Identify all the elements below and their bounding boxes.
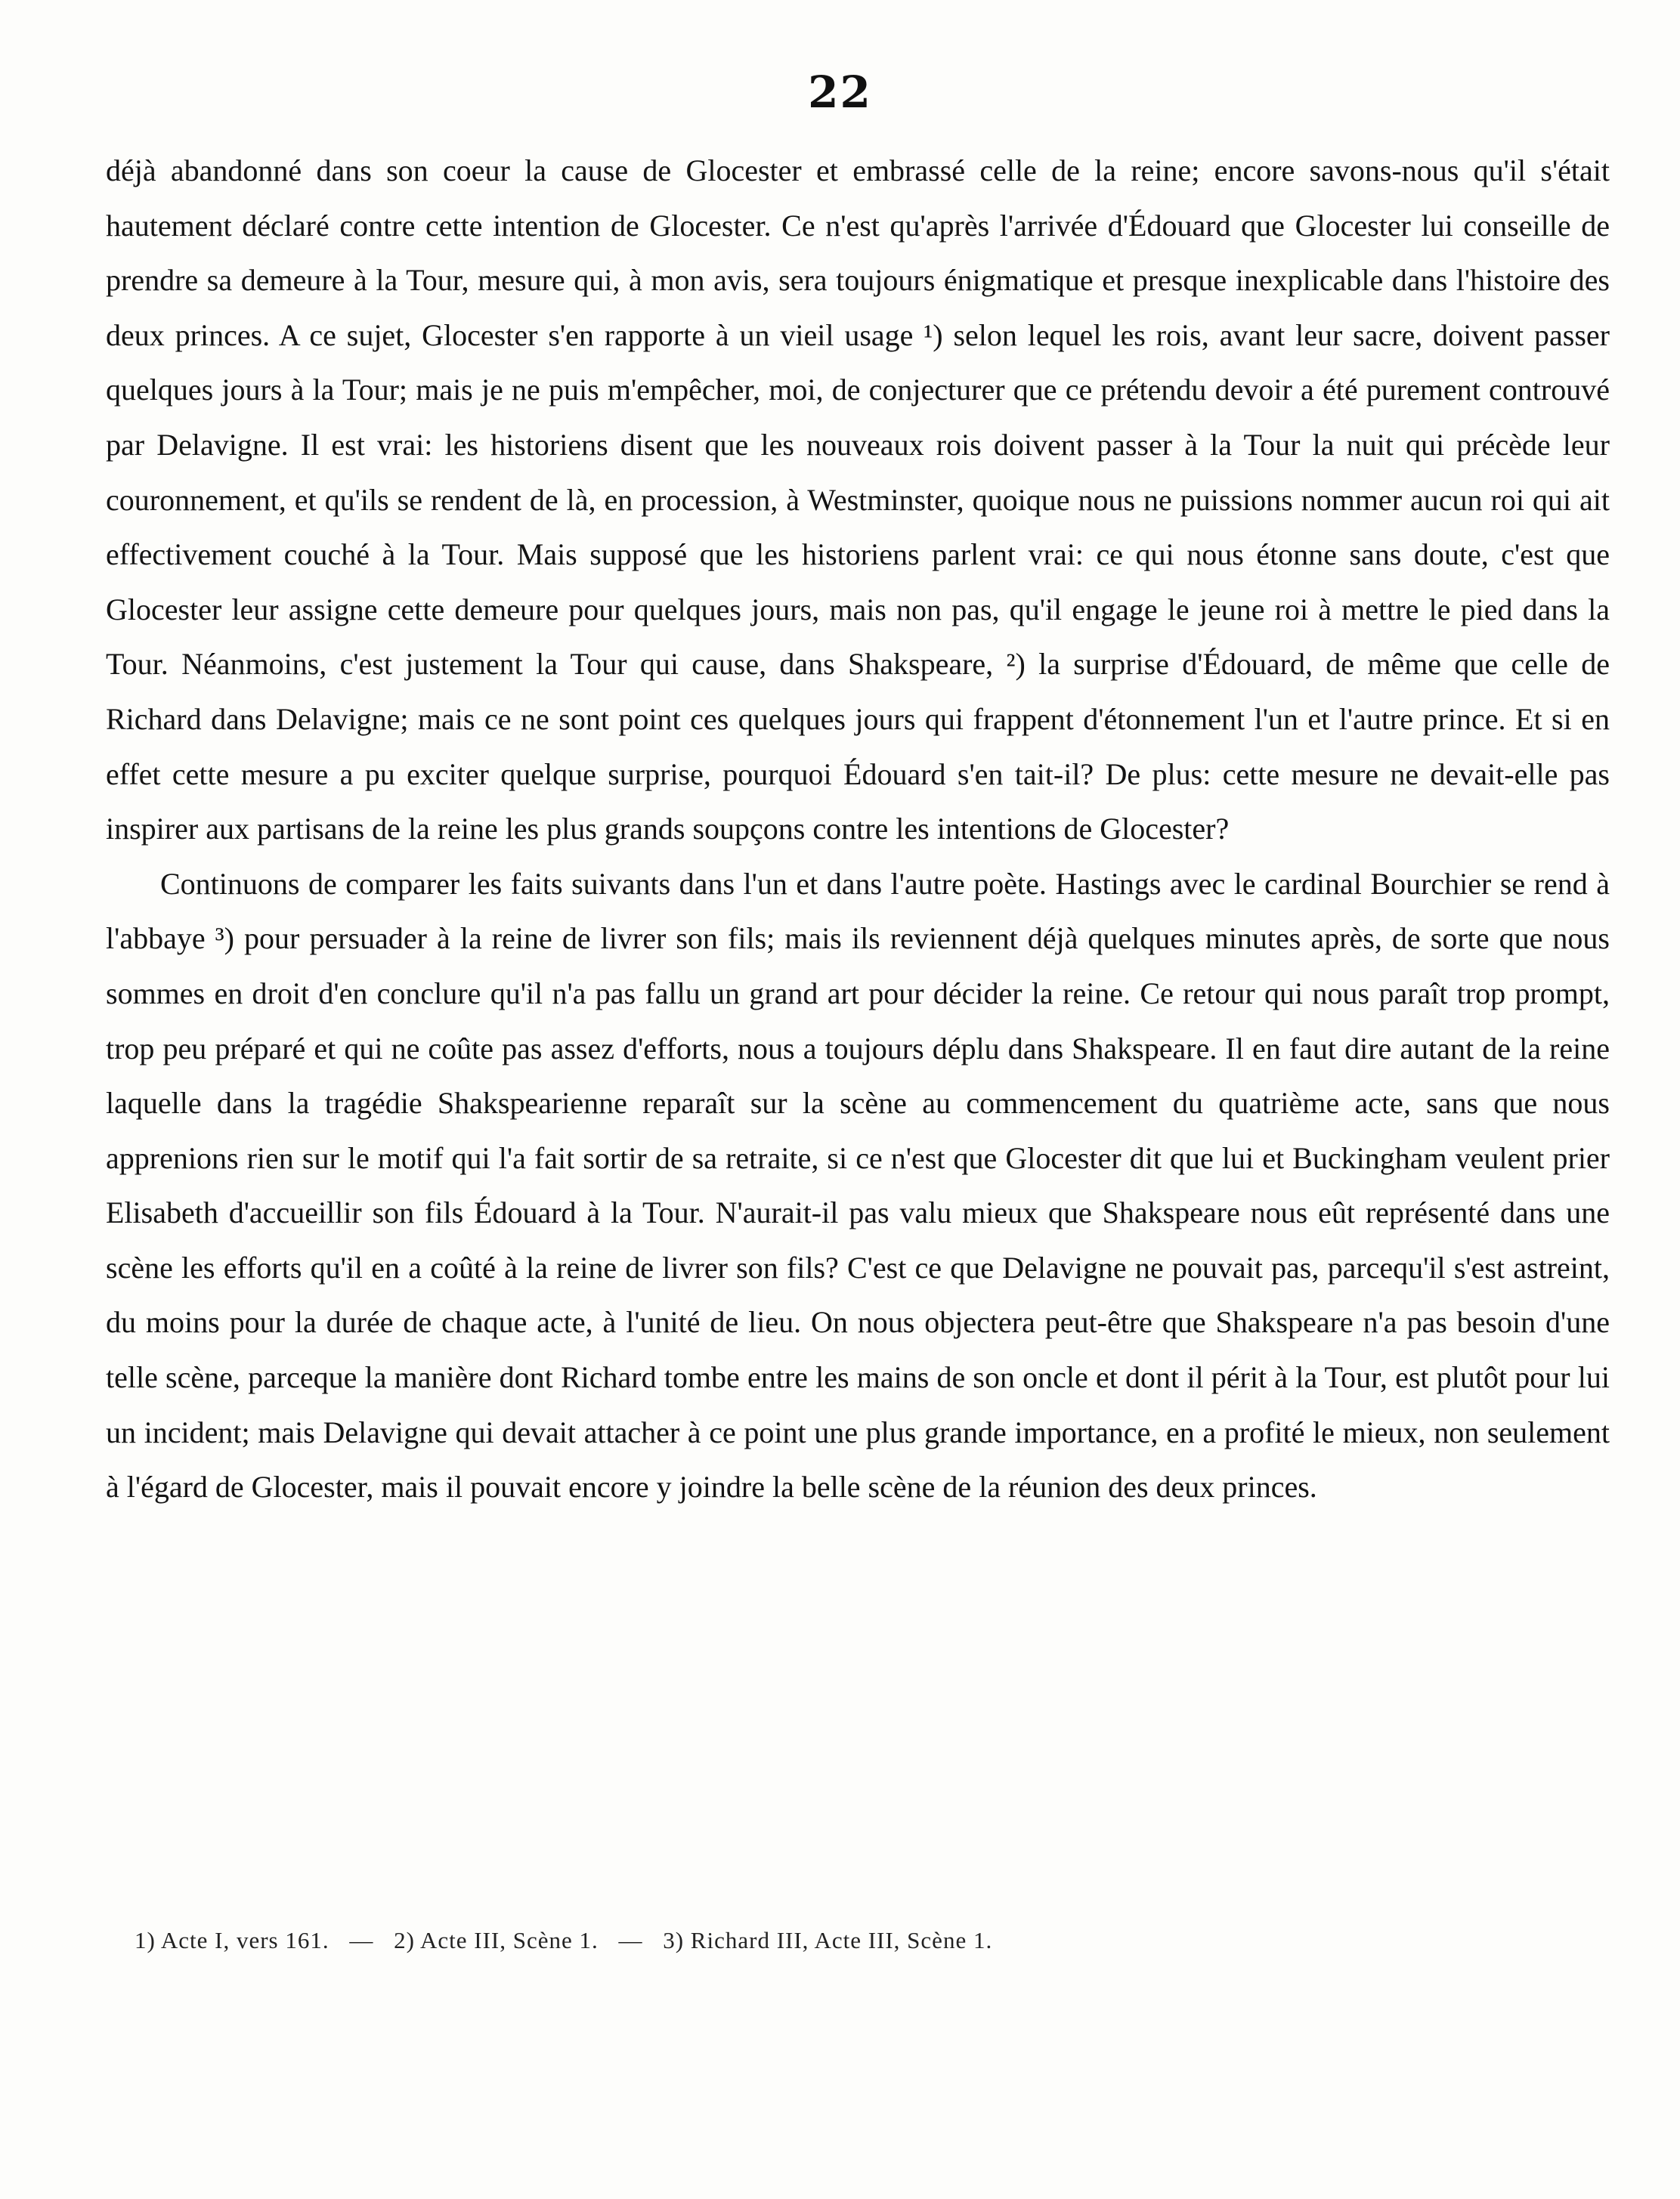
footnote-3: 3) Richard III, Acte III, Scène 1. — [663, 1927, 993, 1953]
footnotes — [135, 1925, 1570, 1956]
footnote-1: 1) Acte I, vers 161. — [135, 1927, 330, 1953]
footnote-separator: — — [618, 1927, 643, 1953]
paragraph-2: Continuons de comparer les faits suivants dans l'un et dans l'autre poète. Hastings avec le cardinal Bourchier se rend à l'abbaye ³) pour persuader à la reine de livrer son fils; mais ils reviennent déjà quelques minutes après, de sorte que nous sommes en droit d'en conclure qu'il n'a pas fallu un grand art pour décider la reine. Ce retour qui nous paraît trop prompt, trop peu préparé et qui ne coûte pas assez d'efforts, nous a toujours déplu dans Shakspeare. Il en faut dire autant de la reine laquelle dans la tragédie Shakspearienne reparaît sur la scène au commencement du quatrième acte, sans que nous apprenions rien sur le motif qui l'a fait sortir de sa retraite, si ce n'est que Glocester dit que lui et Buckingham veulent prier Elisabeth d'accueillir son fils Édouard à la Tour. N'aurait-il pas valu mieux que Shakspeare nous eût représenté dans une scène les efforts qu'il en a coûté à la reine de livrer son fils? C'est ce que Delavigne ne pouvait pas, parcequ'il s'est astreint, du moins pour la durée de chaque acte, à l'unité de lieu. On nous objectera peut-être que Shakspeare n'a pas besoin d'une telle scène, parceque la manière dont Richard tombe entre les mains de son oncle et dont il périt à la Tour, est plutôt pour lui un incident; mais Delavigne qui devait attacher à ce point une plus grande importance, en a profité le mieux, non seulement à l'égard de Glocester, mais il pouvait encore y joindre la belle scène de la réunion des deux princes. — [106, 866, 1610, 1505]
footnote-2: 2) Acte III, Scène 1. — [394, 1927, 599, 1953]
page-number: 22 — [808, 66, 872, 118]
paragraph-1: déjà abandonné dans son coeur la cause de Glocester et embrassé celle de la reine; encore savons-nous qu'il s'était hautement déclaré contre cette intention de Glocester. Ce n'est qu'après l'arrivée d'Édouard que Glocester lui conseille de prendre sa demeure à la Tour, mesure qui, à mon avis, sera toujours énigmatique et presque inexplicable dans l'histoire des deux princes. A ce sujet, Glocester s'en rapporte à un vieil usage ¹) selon lequel les rois, avant leur sacre, doivent passer quelques jours à la Tour; mais je ne puis m'empêcher, moi, de conjecturer que ce prétendu devoir a été purement controuvé par Delavigne. Il est vrai: les historiens disent que les nouveaux rois doivent passer à la Tour la nuit qui précède leur couronnement, et qu'ils se rendent de là, en procession, à Westminster, quoique nous ne puissions nommer aucun roi qui ait effectivement couché à la Tour. Mais supposé que les historiens parlent vrai: ce qui nous étonne sans doute, c'est que Glocester leur assigne cette demeure pour quelques jours, mais non pas, qu'il engage le jeune roi à mettre le pied dans la Tour. Néanmoins, c'est justement la Tour qui cause, dans Shakspeare, ²) la surprise d'Édouard, de même que celle de Richard dans Delavigne; mais ce ne sont point ces quelques jours qui frappent d'étonnement l'un et l'autre prince. Et si en effet cette mesure a pu exciter quelque surprise, pourquoi Édouard s'en tait-il? De plus: cette mesure ne devait-elle pas inspirer aux partisans de la reine les plus grands soupçons contre les intentions de Glocester? — [106, 153, 1610, 846]
body-text — [106, 144, 1610, 1515]
footnote-separator: — — [349, 1927, 374, 1953]
